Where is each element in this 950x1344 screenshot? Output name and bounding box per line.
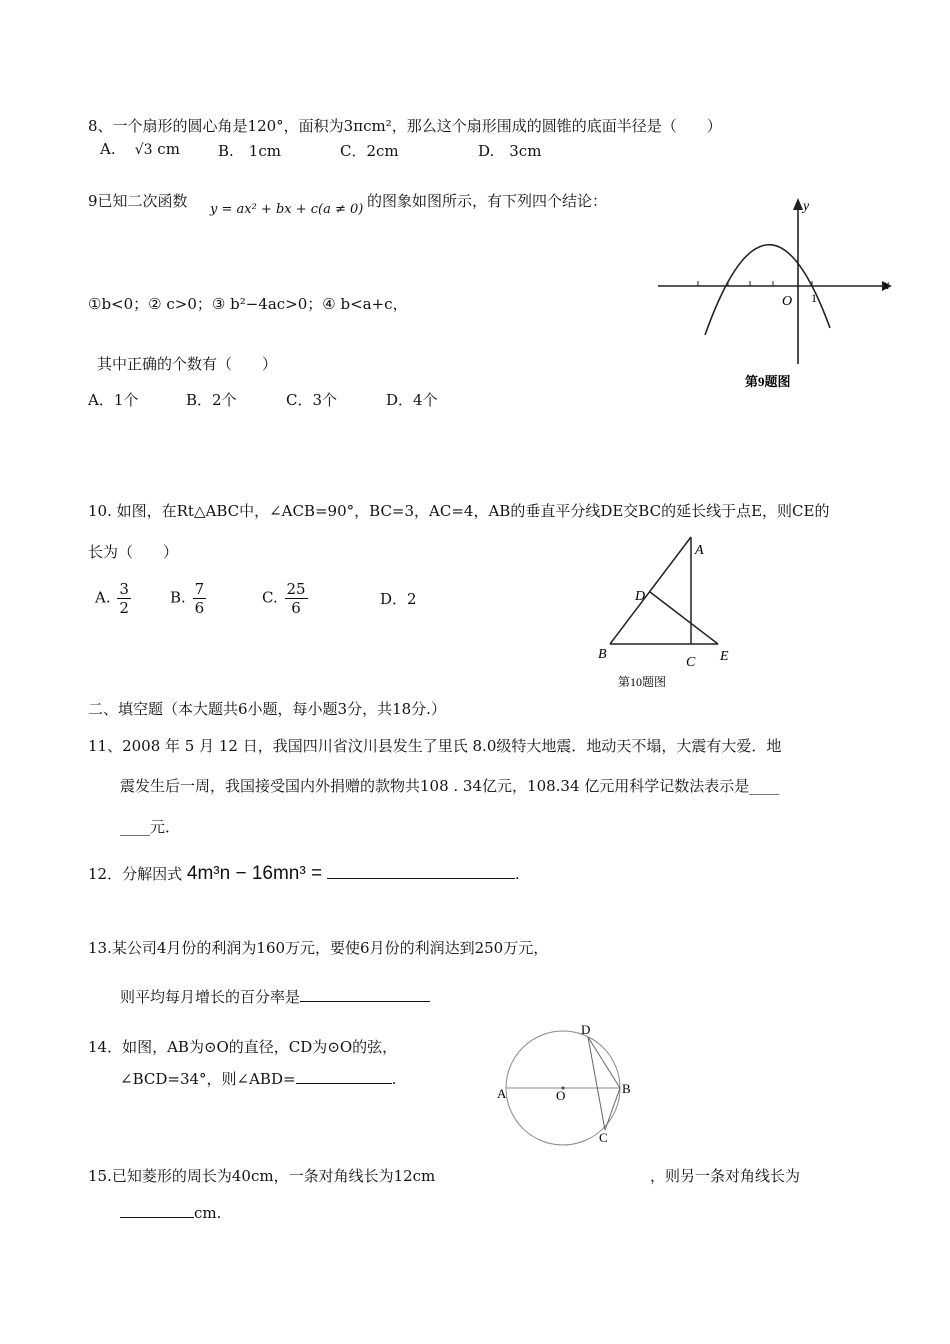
q10-figure-caption: 第10题图	[618, 675, 667, 689]
q12-prefix: 12．分解因式	[88, 865, 183, 883]
q12-expression: 4m³n − 16mn³ =	[186, 863, 323, 884]
q14-answer-blank[interactable]	[296, 1069, 392, 1084]
denominator: 6	[194, 599, 205, 617]
q14-circle-figure	[495, 1018, 645, 1148]
q9-stem-start: 9已知二次函数	[88, 192, 188, 210]
y-axis-label: y	[803, 199, 810, 214]
q14-line2	[120, 1068, 396, 1089]
point-c-label: C	[599, 1130, 608, 1145]
q9-prompt: 其中正确的个数有（ ）	[97, 355, 278, 373]
q15-line2	[120, 1203, 221, 1222]
q13-line1: 13.某公司4月份的利润为160万元，要使6月份的利润达到250万元，	[88, 939, 549, 957]
q9-parabola-figure	[650, 190, 900, 400]
point-a-label: A	[695, 543, 704, 558]
q10-option-b	[170, 580, 208, 617]
q9-figure-caption: 第9题图	[745, 374, 791, 389]
denominator: 2	[119, 599, 129, 617]
q12	[88, 862, 520, 885]
point-b-label: B	[598, 647, 607, 662]
q10-option-b-label: B.	[170, 588, 186, 607]
q10-triangle-figure	[590, 530, 750, 695]
numerator: 7	[194, 580, 205, 598]
q15-line1-start: 15.已知菱形的周长为40cm，一条对角线长为12cm	[88, 1167, 436, 1185]
q8-option-d: D. 3cm	[478, 142, 542, 160]
q13-answer-blank[interactable]	[300, 987, 430, 1002]
parabola-curve	[705, 245, 830, 335]
q10-option-a-fraction	[117, 580, 131, 617]
point-o-label: O	[556, 1088, 566, 1103]
q10-line1: 10. 如图，在Rt△ABC中，∠ACB=90°，BC=3，AC=4，AB的垂直平分线DE交BC的延长线于点E，则CE的	[88, 502, 830, 520]
y-axis-arrow	[793, 198, 803, 210]
origin-label: O	[782, 294, 793, 309]
q8-stem: 8、一个扇形的圆心角是120°，面积为3πcm²，那么这个扇形围成的圆锥的底面半径是（ ）	[88, 117, 722, 135]
q13-line2	[120, 986, 430, 1007]
q10-option-a	[95, 580, 133, 617]
point-b-label: B	[622, 1081, 631, 1096]
q9-option-a: A．1个	[88, 391, 139, 409]
q13-line2-text: 则平均每月增长的百分率是	[120, 988, 301, 1006]
q10-option-c-fraction	[285, 580, 308, 617]
point-d-label: D	[581, 1022, 591, 1037]
q9-conclusions: ①b<0；② c>0；③ b²−4ac>0；④ b<a+c，	[88, 295, 408, 313]
q8-option-a	[100, 140, 180, 158]
q8-option-b: B. 1cm	[218, 142, 281, 160]
q10-option-d: D．2	[380, 590, 417, 608]
segment-bc	[605, 1088, 620, 1130]
q10-option-c-label: C.	[262, 588, 278, 607]
q14-line1: 14．如图，AB为⊙O的直径，CD为⊙O的弦，	[88, 1038, 398, 1056]
q8-option-a-unit: cm	[157, 140, 180, 158]
q10-line2: 长为（ ）	[88, 543, 179, 561]
section-fill-in-title: 二、填空题（本大题共6小题，每小题3分，共18分.）	[88, 700, 446, 718]
point-c-label: C	[686, 655, 696, 670]
q10-option-a-label: A.	[95, 588, 111, 607]
point-d-label: D	[635, 589, 646, 604]
q9-stem-end: 的图象如图所示，有下列四个结论：	[367, 192, 608, 210]
tick-one-label: 1	[811, 291, 817, 305]
q15-line1-end: ，则另一条对角线长为	[650, 1167, 801, 1185]
q10-option-b-fraction	[193, 580, 207, 617]
q11-line2: 震发生后一周，我国接受国内外捐赠的款物共108 . 34亿元，108.34 亿元用科学记数法表示是____	[120, 777, 780, 795]
q14-suffix: .	[391, 1070, 397, 1088]
q11-line3: ____元．	[120, 818, 181, 836]
q8-option-a-label: A.	[100, 140, 116, 158]
point-e-label: E	[720, 649, 729, 664]
q12-answer-blank[interactable]	[327, 862, 515, 879]
q12-suffix: .	[514, 865, 520, 883]
q11-line1: 11、2008 年 5 月 12 日，我国四川省汶川县发生了里氏 8.0级特大地震．地动天不塌，大震有大爱．地	[88, 737, 782, 755]
q8-option-c: C．2cm	[340, 142, 399, 160]
q9-option-d: D．4个	[386, 391, 438, 409]
q9-option-b: B．2个	[186, 391, 237, 409]
segment-ba	[610, 537, 691, 644]
numerator: 3	[119, 580, 129, 598]
q9-formula: y = ax² + bx + c(a ≠ 0)	[210, 202, 364, 217]
point-a-label: A	[497, 1086, 507, 1101]
x-axis-label: x	[883, 278, 890, 293]
segment-de	[650, 592, 718, 644]
numerator: 25	[286, 580, 306, 598]
q8-option-a-root: √3	[134, 142, 153, 158]
denominator: 6	[291, 599, 301, 617]
q15-suffix: cm.	[194, 1204, 222, 1222]
q15-answer-blank[interactable]	[120, 1203, 194, 1218]
q9-option-c: C．3个	[286, 391, 338, 409]
q14-line2-text: ∠BCD=34°，则∠ABD=	[120, 1070, 296, 1088]
q10-option-c	[262, 580, 310, 617]
